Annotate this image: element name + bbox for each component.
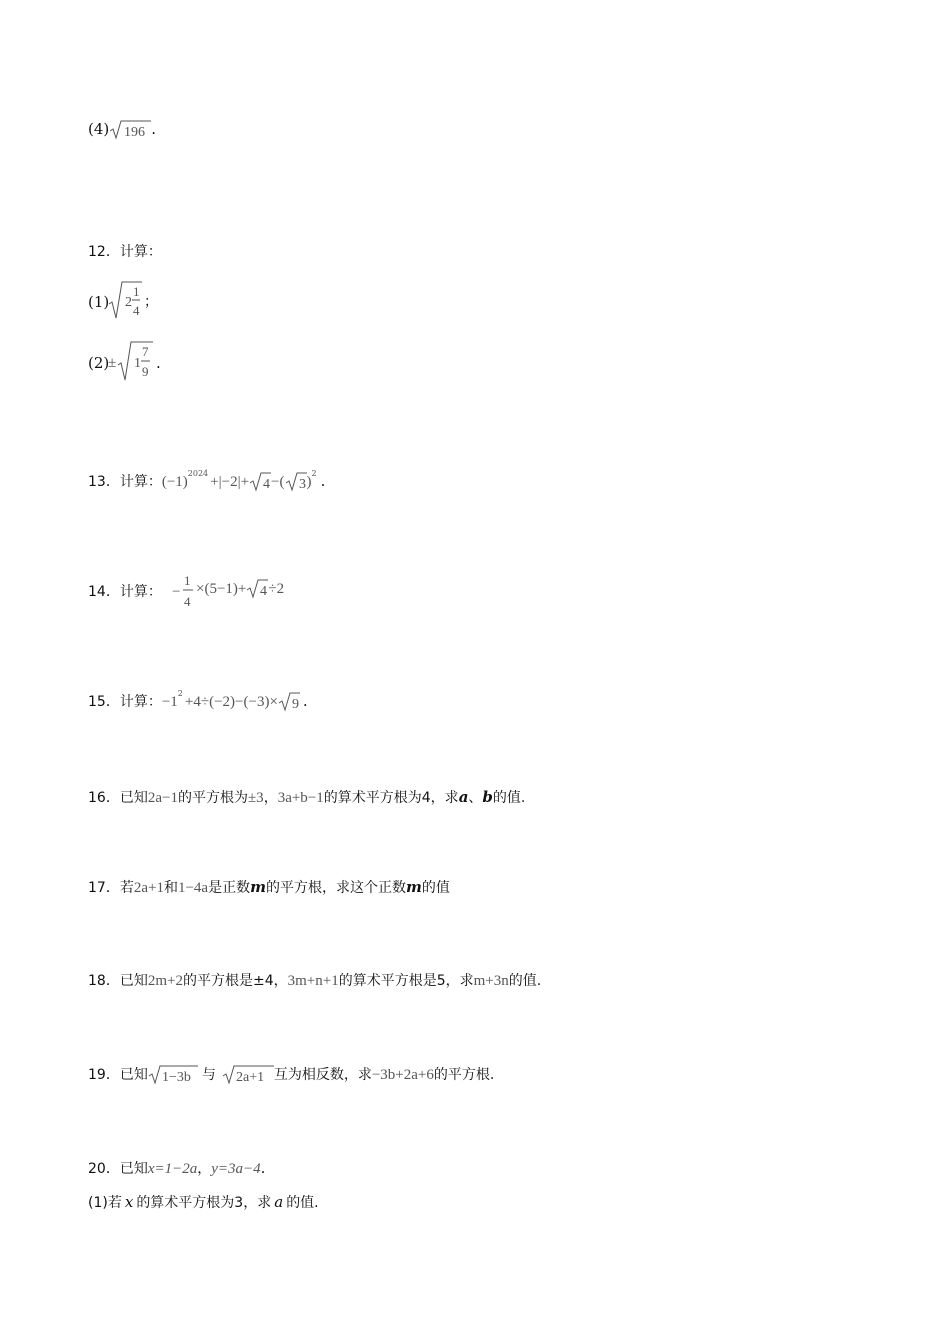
radical-sign xyxy=(148,1064,198,1086)
text: 是正数 xyxy=(208,880,251,896)
punct: ； xyxy=(144,294,158,310)
question-prefix: 19．已知 xyxy=(88,1067,148,1083)
expr: −3b+2a+6 xyxy=(371,1067,434,1083)
fraction-num: 7 xyxy=(142,344,149,359)
radical-sign xyxy=(109,119,151,141)
part-label: (1)若 xyxy=(88,1195,122,1211)
text: 的算术平方根为4，求 xyxy=(323,790,459,806)
variable: m xyxy=(250,878,266,896)
fraction-num: 1 xyxy=(184,573,191,588)
punct: . xyxy=(156,354,161,372)
fraction-den: 9 xyxy=(142,364,149,379)
q20 xyxy=(88,1156,265,1181)
punct: . xyxy=(302,692,308,710)
question-prefix: 20．已知 xyxy=(88,1161,148,1177)
q12-title: 12．计算： xyxy=(88,244,162,260)
term: −1 xyxy=(161,694,178,710)
text: 的平方根，求这个正数 xyxy=(265,880,406,896)
expr: 3a+b−1 xyxy=(277,790,324,806)
radical-sign xyxy=(222,1064,274,1086)
fraction-den: 4 xyxy=(133,303,140,318)
text: 的值. xyxy=(286,1195,319,1211)
fraction-den: 4 xyxy=(184,594,191,609)
question-prefix: 16．已知 xyxy=(88,790,148,806)
term: −( xyxy=(271,474,285,490)
text: 的值 xyxy=(421,880,450,896)
radical-mixed-fraction xyxy=(108,280,142,320)
variable: a xyxy=(458,788,469,806)
q13 xyxy=(88,466,325,494)
expr: 2a+1 xyxy=(133,880,164,896)
punct: . xyxy=(320,472,326,490)
q20-part1 xyxy=(88,1190,319,1215)
q15 xyxy=(88,686,308,714)
punct: . xyxy=(151,120,157,138)
term: ) xyxy=(306,474,312,490)
question-prefix: 17．若 xyxy=(88,880,134,896)
mixed-whole: 1 xyxy=(134,356,141,371)
question-prefix: 14．计算： xyxy=(88,584,162,600)
variable: m xyxy=(405,878,422,896)
radical-mixed-fraction xyxy=(117,340,153,382)
minus-sign: − xyxy=(172,584,181,600)
question-prefix: 13．计算： xyxy=(88,474,162,490)
text: 、 xyxy=(468,790,483,806)
radicand: 4 xyxy=(263,477,271,492)
radicand: 3 xyxy=(298,477,306,492)
radical-sign xyxy=(249,471,271,493)
variable: b xyxy=(482,788,493,806)
text: 与 xyxy=(201,1067,216,1083)
q11-part4 xyxy=(88,117,156,141)
part-label: (1) xyxy=(88,293,110,311)
text: ， xyxy=(263,790,278,806)
expr: x=1−2a xyxy=(147,1161,198,1177)
text: ， xyxy=(197,1161,212,1177)
question-prefix: 18．已知 xyxy=(88,973,148,989)
plus-minus: ± xyxy=(108,355,117,371)
expr: ±3 xyxy=(247,790,264,806)
radicand: 9 xyxy=(291,697,299,712)
text: 的值. xyxy=(492,790,526,806)
part-label: (4) xyxy=(88,120,110,138)
radicand: 4 xyxy=(260,584,268,599)
q19 xyxy=(88,1062,494,1087)
expr: m+3n xyxy=(473,973,509,989)
punct: . xyxy=(260,1159,266,1177)
exponent: 2024 xyxy=(187,469,209,478)
expr: 2a−1 xyxy=(147,790,178,806)
expr: 1−4a xyxy=(177,880,209,896)
exponent: 2 xyxy=(177,689,183,698)
text: 的平方根. xyxy=(433,1067,495,1083)
expr: y=3a−4 xyxy=(211,1161,261,1177)
q17 xyxy=(88,875,450,900)
term: ÷2 xyxy=(268,581,285,597)
text: 的平方根为 xyxy=(177,790,248,806)
term: (−1) xyxy=(161,474,188,490)
radicand: 2a+1 xyxy=(235,1070,264,1085)
fraction xyxy=(182,568,194,612)
q18 xyxy=(88,968,541,993)
fraction-num: 1 xyxy=(133,284,140,299)
text: 的算术平方根为3，求 xyxy=(136,1195,272,1211)
term: +|−2|+ xyxy=(210,474,250,490)
variable: a xyxy=(274,1193,284,1211)
expr: 3m+n+1 xyxy=(287,973,339,989)
expr: 2m+2 xyxy=(147,973,183,989)
radicand: 196 xyxy=(124,125,146,140)
text: 互为相反数，求 xyxy=(273,1067,372,1083)
radicand: 1−3b xyxy=(161,1070,191,1085)
mixed-whole: 2 xyxy=(125,295,132,310)
q16 xyxy=(88,785,525,810)
radical-sign xyxy=(285,471,307,493)
text: 和 xyxy=(163,880,178,896)
term: +4÷(−2)−(−3)× xyxy=(184,694,278,710)
exponent: 2 xyxy=(311,469,317,478)
term: ×(5−1)+ xyxy=(196,581,247,597)
radical-sign xyxy=(278,691,300,713)
text: 的平方根是±4， xyxy=(182,973,288,989)
radical-sign xyxy=(246,578,268,600)
text: 的算术平方根是5，求 xyxy=(338,973,474,989)
text: 的值. xyxy=(508,973,542,989)
variable: x xyxy=(124,1193,134,1211)
part-label: (2) xyxy=(88,354,110,372)
question-prefix: 15．计算： xyxy=(88,694,162,710)
